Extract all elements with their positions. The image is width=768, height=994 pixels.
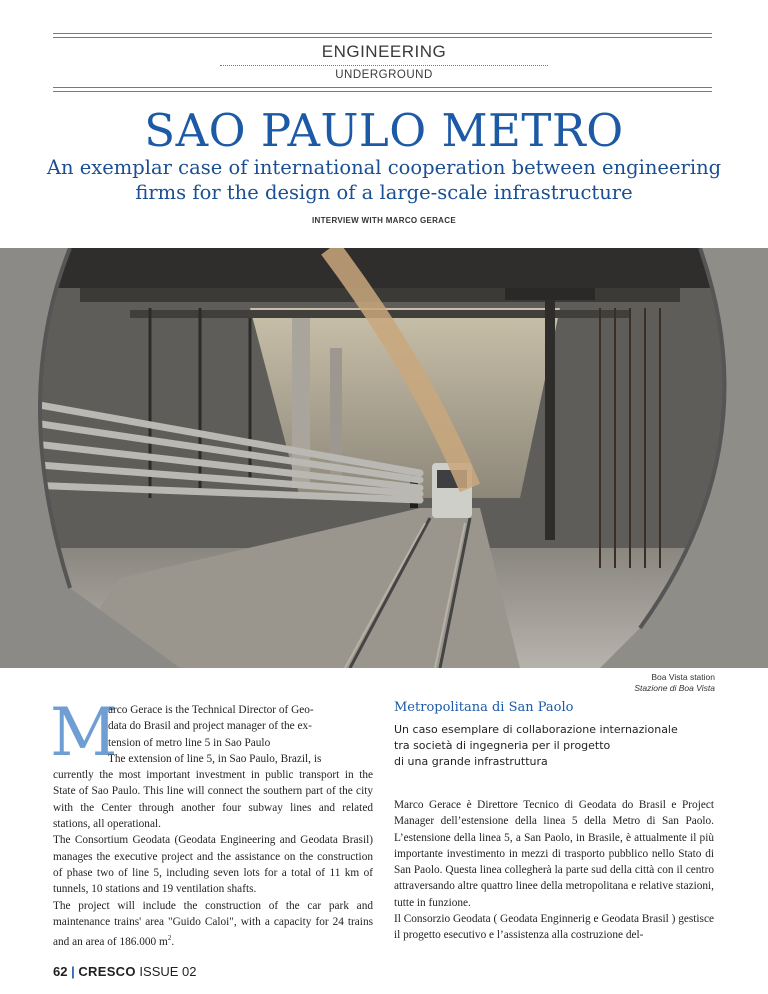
tunnel-illustration — [0, 248, 768, 668]
magazine-issue: ISSUE 02 — [139, 964, 197, 979]
caption-italian: Stazione di Boa Vista — [634, 683, 715, 693]
english-article-text — [53, 702, 373, 950]
photo-caption — [634, 672, 715, 694]
italian-subtitle-line-3: di una grande infrastruttura — [394, 755, 548, 768]
caption-english: Boa Vista station — [651, 672, 715, 682]
article-title: SAO PAULO METRO — [144, 104, 624, 157]
english-paragraph-1: currently the most important investment in public transport in the State of Sao Paulo. This line will connect the southern part of the city with the Center through another four subway lines and related stations, all operational. — [53, 769, 373, 831]
page-footer — [53, 964, 197, 979]
italian-subtitle-line-2: tra società di ingegneria per il progetto — [394, 739, 611, 752]
english-paragraph-3 — [53, 898, 373, 951]
italian-heading: Metropolitana di San Paolo — [394, 700, 574, 715]
magazine-brand: CRESCO — [78, 964, 136, 979]
subtitle-line-2: firms for the design of a large-scale infrastructure — [135, 181, 633, 204]
header-bottom-rule — [53, 87, 712, 88]
subsection-label: UNDERGROUND — [335, 69, 433, 81]
english-paragraph-3-end: . — [171, 935, 175, 948]
article-subtitle — [40, 155, 728, 205]
section-dotted-divider — [220, 65, 548, 66]
article-byline: INTERVIEW WITH MARCO GERACE — [312, 216, 456, 225]
header-bottom-rule-2 — [53, 91, 712, 92]
header-top-rule-2 — [53, 37, 712, 38]
english-paragraph-2: The Consortium Geodata (Geodata Engineering and Geodata Brasil) manages the executive project and the assistance on the construction of phase two of line 5, including seven lots for a total of 11 km of tunnels, 10 stations and 19 ventilation shafts. — [53, 834, 373, 896]
english-paragraph-3-text: The project will include the construction of the car park and maintenance trains' area "Guido Caloi", with a capacity for 24 trains and an area of 186.000 m — [53, 899, 373, 948]
tunnel-photo — [0, 248, 768, 668]
italian-paragraph-2: Il Consorzio Geodata ( Geodata Enginnerig e Geodata Brasil ) gestisce il progetto esecutivo e l’assistenza alla costruzione del- — [394, 913, 714, 942]
drop-cap: M — [50, 694, 118, 771]
superscript-2: 2 — [167, 934, 172, 943]
english-intro-line-2: data do Brasil and project manager of the ex- — [108, 720, 312, 733]
page-number: 62 — [53, 964, 68, 979]
italian-paragraph-1: Marco Gerace è Direttore Tecnico di Geodata do Brasil e Project Manager dell’estensione della linea 5 della Metro di San Paolo. L’estensione della linea 5, a San Paolo, in Brasile, è attualmente il più importante investimento in mezzi di trasporto pubblico nello Stato di San Paolo. Questa linea collegherà la parte sud della città con il centro attraversando altre quattro linee della metropolitana e relative stazioni, tutte in funzione. — [394, 799, 714, 909]
english-intro-line-4: The extension of line 5, in Sao Paulo, Brazil, is — [108, 752, 322, 765]
english-intro-line-1: arco Gerace is the Technical Director of Geo- — [108, 704, 314, 716]
english-intro-line-3: tension of metro line 5 in Sao Paulo — [108, 736, 271, 749]
italian-subtitle — [394, 722, 724, 770]
section-label: ENGINEERING — [321, 42, 447, 61]
subtitle-line-1: An exemplar case of international cooperation between engineering — [46, 156, 722, 179]
footer-separator: | — [71, 964, 75, 979]
italian-article-text — [394, 797, 714, 944]
header-top-rule — [53, 33, 712, 34]
italian-subtitle-line-1: Un caso esemplare di collaborazione internazionale — [394, 723, 678, 736]
